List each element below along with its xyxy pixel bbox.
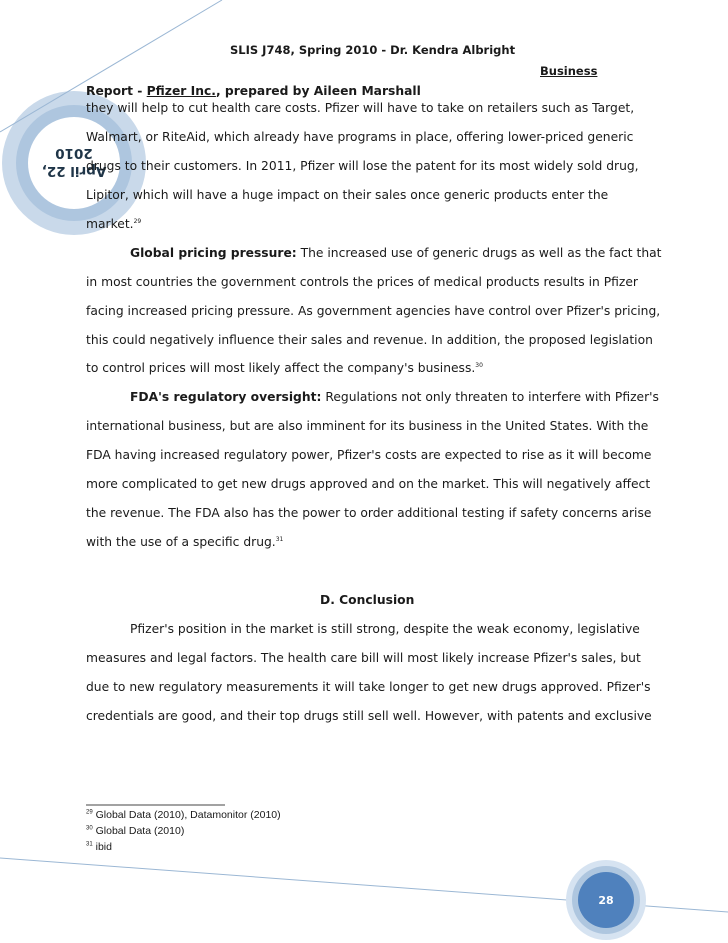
report-prefix: Report - (86, 84, 147, 98)
global-pricing-heading: Global pricing pressure: (130, 246, 297, 260)
date-line-1: April 22, (41, 163, 107, 179)
body-text: with the use of a specific drug. (86, 535, 276, 549)
fda-first-line (130, 389, 659, 405)
header-report-line (86, 84, 421, 98)
footnote-ref: 29 (133, 217, 142, 225)
body-line: this could negatively influence their sales and revenue. In addition, the proposed legislation (86, 333, 653, 347)
body-text: Regulations not only threaten to interfere with Pfizer's (321, 390, 659, 404)
footnote-number: 31 (86, 841, 93, 848)
body-line: international business, but are also imminent for its business in the United States. With the (86, 419, 649, 433)
body-line: the revenue. The FDA also has the power to order additional testing if safety concerns arise (86, 506, 652, 520)
report-company: Pfizer Inc. (146, 84, 216, 98)
body-line: drugs to their customers. In 2011, Pfizer will lose the patent for its most widely sold drug, (86, 159, 639, 173)
body-line-last (86, 360, 483, 376)
body-line: measures and legal factors. The health care bill will most likely increase Pfizer's sales, but (86, 651, 641, 665)
body-text: to control prices will most likely affect the company's business. (86, 361, 476, 375)
footnote-number: 30 (86, 825, 93, 832)
body-line: more complicated to get new drugs approved and on the market. This will negatively affect (86, 477, 651, 491)
body-line-last (86, 534, 283, 550)
body-line-last (86, 216, 141, 232)
fda-heading: FDA's regulatory oversight: (130, 390, 322, 404)
footnote (86, 809, 281, 821)
body-text: The increased use of generic drugs as well as the fact that (296, 246, 662, 260)
conclusion-heading: D. Conclusion (320, 593, 415, 607)
body-line: FDA having increased regulatory power, Pfizer's costs are expected to rise as it will become (86, 448, 652, 462)
header-title: SLIS J748, Spring 2010 - Dr. Kendra Albright (230, 43, 516, 57)
footnote-ref: 31 (275, 535, 284, 543)
footnote (86, 825, 184, 837)
footnote-number: 29 (86, 809, 93, 816)
body-line: due to new regulatory measurements it will take longer to get new drugs approved. Pfizer's (86, 680, 651, 694)
body-text: market. (86, 217, 134, 231)
report-suffix: , prepared by Aileen Marshall (215, 84, 421, 98)
body-line: in most countries the government controls the prices of medical products results in Pfizer (86, 275, 638, 289)
body-line: Walmart, or RiteAid, which already have programs in place, offering lower-priced generic (86, 130, 634, 144)
body-line: facing increased pricing pressure. As government agencies have control over Pfizer's pricing, (86, 304, 661, 318)
global-pricing-first-line (130, 245, 662, 261)
body-line: they will help to cut health care costs. Pfizer will have to take on retailers such as Target, (86, 101, 635, 115)
body-line: Pfizer's position in the market is still strong, despite the weak economy, legislative (130, 622, 640, 636)
footnote-text: Global Data (2010), Datamonitor (2010) (95, 809, 281, 821)
footnote-ref: 30 (475, 361, 483, 369)
header-business: Business (540, 64, 598, 78)
page-number: 28 (598, 893, 614, 907)
footnote (86, 841, 112, 853)
body-line: Lipitor, which will have a huge impact on their sales once generic products enter the (86, 188, 609, 202)
footnote-text: Global Data (2010) (95, 825, 185, 837)
footnote-text: ibid (95, 841, 112, 853)
body-line: credentials are good, and their top drugs still sell well. However, with patents and exclusive (86, 709, 652, 723)
date-line-2: 2010 (55, 145, 93, 161)
